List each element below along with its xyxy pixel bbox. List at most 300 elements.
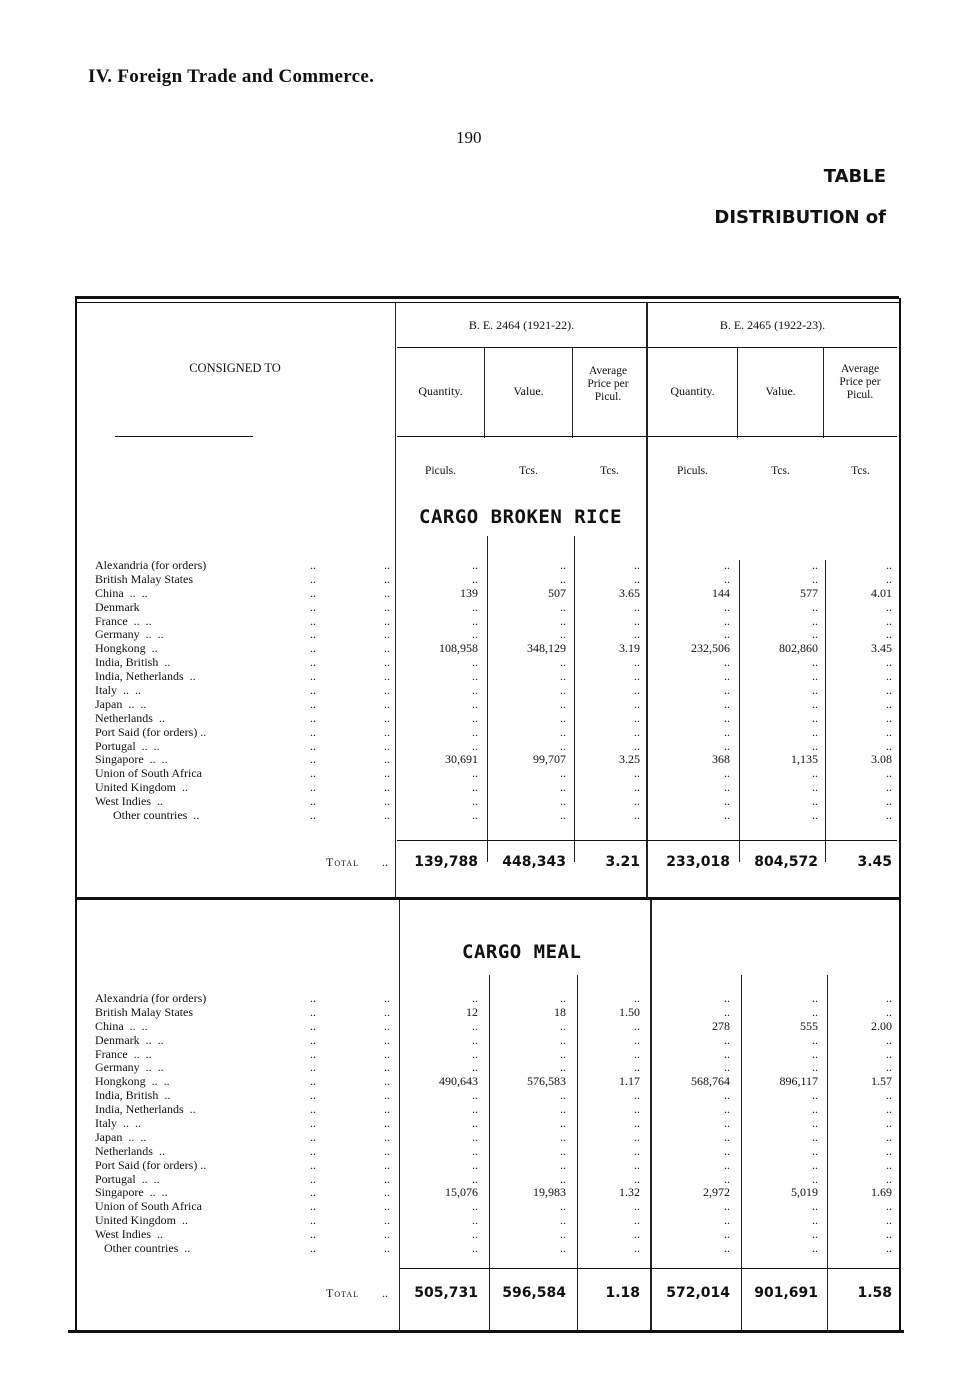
country-name: Denmark xyxy=(95,599,140,614)
leader-dots: .. xyxy=(310,1199,316,1214)
country-name: Singapore .. .. xyxy=(95,752,168,767)
avg-price-1921: .. xyxy=(634,683,640,698)
avg-price-1922: 3.45 xyxy=(871,641,892,656)
avg-price-1921: .. xyxy=(634,558,640,572)
country-name: Other countries .. xyxy=(95,1241,191,1256)
quantity-1922: .. xyxy=(724,710,730,725)
total-avg-price-2: 1.58 xyxy=(857,1285,892,1301)
table-row xyxy=(0,1173,965,1187)
leader-dots: .. xyxy=(384,766,390,781)
leader-dots: .. xyxy=(310,627,316,642)
header-underline xyxy=(397,436,897,437)
quantity-1921: 12 xyxy=(466,1004,478,1019)
leader-dots: .. xyxy=(310,1116,316,1131)
leader-dots: .. xyxy=(384,669,390,684)
leader-dots: .. xyxy=(310,1032,316,1047)
quantity-1921: .. xyxy=(472,683,478,698)
leader-dots: .. xyxy=(310,710,316,725)
table-row xyxy=(0,1117,965,1131)
avg-price-1922: 4.01 xyxy=(871,585,892,600)
table-bottom-rule xyxy=(68,1330,904,1333)
value-1921: .. xyxy=(560,1018,566,1033)
table-row xyxy=(0,573,965,587)
period2-header: B. E. 2465 (1922-23). xyxy=(719,318,826,332)
value-1921: .. xyxy=(560,766,566,781)
table-row xyxy=(0,712,965,726)
avg-price-1921: .. xyxy=(634,710,640,725)
table-row xyxy=(0,1186,965,1200)
quantity-1922: .. xyxy=(724,655,730,670)
leader-dots: .. xyxy=(384,1129,390,1144)
quantity-1922: .. xyxy=(724,1199,730,1214)
value-1921: .. xyxy=(560,710,566,725)
value-1921: .. xyxy=(560,1116,566,1131)
value-1922: .. xyxy=(812,558,818,572)
leader-dots: .. xyxy=(310,752,316,767)
avg-price-1921: .. xyxy=(634,1143,640,1158)
avg-price-1921: .. xyxy=(634,766,640,781)
avg-price-1922: .. xyxy=(886,627,892,642)
value-1922: .. xyxy=(812,655,818,670)
value-1921: .. xyxy=(560,808,566,823)
value-1921: .. xyxy=(560,1171,566,1186)
table-row xyxy=(0,670,965,684)
table-row xyxy=(0,740,965,754)
leader-dots: .. xyxy=(384,1102,390,1117)
value-1922: .. xyxy=(812,613,818,628)
table-row xyxy=(0,767,965,781)
quantity-1922: 144 xyxy=(712,585,730,600)
table-row xyxy=(0,1089,965,1103)
country-name: Germany .. .. xyxy=(95,627,164,642)
avg-price-1922: .. xyxy=(886,1004,892,1019)
avg-price-1922: 2.00 xyxy=(871,1018,892,1033)
value-1922: .. xyxy=(812,1046,818,1061)
avg-price-1922: .. xyxy=(886,710,892,725)
leader-dots: .. xyxy=(384,1032,390,1047)
value-1921: .. xyxy=(560,696,566,711)
table-row xyxy=(0,1048,965,1062)
avg-price-1922: 1.57 xyxy=(871,1074,892,1089)
leader-dots: .. xyxy=(384,1116,390,1131)
avg-price-1921: .. xyxy=(634,696,640,711)
value-1922: .. xyxy=(812,669,818,684)
table-row xyxy=(0,1061,965,1075)
meal-total-row xyxy=(0,1281,965,1305)
avg-price-1922: .. xyxy=(886,1129,892,1144)
leader-dots: .. xyxy=(382,1286,388,1300)
total-rule xyxy=(397,840,897,841)
quantity-1921: .. xyxy=(472,599,478,614)
total-quantity-1: 505,731 xyxy=(414,1285,478,1301)
quantity-1922: .. xyxy=(724,1060,730,1075)
avg-price-1921: .. xyxy=(634,1116,640,1131)
quantity-1922: .. xyxy=(724,599,730,614)
leader-dots: .. xyxy=(310,738,316,753)
quantity-1921: .. xyxy=(472,1088,478,1103)
table-top-rule-inner xyxy=(75,302,899,303)
leader-dots: .. xyxy=(384,696,390,711)
value-1921: .. xyxy=(560,627,566,642)
avg-price-1922: .. xyxy=(886,766,892,781)
quantity-1921: .. xyxy=(472,1143,478,1158)
table-row xyxy=(0,1159,965,1173)
table-row xyxy=(0,795,965,809)
avg-price-1922: .. xyxy=(886,1227,892,1242)
quantity-1922: .. xyxy=(724,1102,730,1117)
value-1922: .. xyxy=(812,1129,818,1144)
value-1922: .. xyxy=(812,1199,818,1214)
total-value-2: 804,572 xyxy=(754,854,818,870)
quantity-1922: .. xyxy=(724,780,730,795)
country-name: West Indies .. xyxy=(95,794,164,809)
leader-dots: .. xyxy=(310,991,316,1005)
avg-price-1921: .. xyxy=(634,1157,640,1172)
table-row xyxy=(0,1034,965,1048)
avg-price-1921: .. xyxy=(634,1088,640,1103)
avg-price-1922: .. xyxy=(886,794,892,809)
leader-dots: .. xyxy=(384,585,390,600)
quantity-1921: .. xyxy=(472,738,478,753)
quantity-1922: 368 xyxy=(712,752,730,767)
avg-price-1921: .. xyxy=(634,724,640,739)
value-1922: 5,019 xyxy=(791,1185,818,1200)
leader-dots: .. xyxy=(384,780,390,795)
table-row xyxy=(0,1214,965,1228)
leader-dots: .. xyxy=(384,627,390,642)
quantity-1922: .. xyxy=(724,991,730,1005)
country-name: France .. .. xyxy=(95,613,152,628)
avg-price-1921: 1.32 xyxy=(619,1185,640,1200)
country-name: British Malay States xyxy=(95,571,193,586)
unit-avg-price-2: Tcs. xyxy=(851,465,870,477)
quantity-1922: .. xyxy=(724,627,730,642)
avg-price-1921: .. xyxy=(634,1046,640,1061)
avg-price-1922: .. xyxy=(886,738,892,753)
avg-price-1921: 1.17 xyxy=(619,1074,640,1089)
avg-price-1921: .. xyxy=(634,669,640,684)
quantity-1922: .. xyxy=(724,1046,730,1061)
section-heading: IV. Foreign Trade and Commerce. xyxy=(88,66,375,87)
avg-price-1921: 3.19 xyxy=(619,641,640,656)
col-rule xyxy=(823,348,824,438)
table-row xyxy=(0,781,965,795)
quantity-1921: .. xyxy=(472,1227,478,1242)
col-quantity-2: Quantity. xyxy=(670,384,715,398)
avg-price-1921: .. xyxy=(634,1032,640,1047)
section-title-broken-rice: CARGO BROKEN RICE xyxy=(419,506,622,528)
broken-rice-total-row xyxy=(0,850,965,874)
unit-value-2: Tcs. xyxy=(771,465,790,477)
table-row xyxy=(0,601,965,615)
avg-price-1922: .. xyxy=(886,1032,892,1047)
value-1922: .. xyxy=(812,627,818,642)
country-name: Port Said (for orders) .. xyxy=(95,1157,207,1172)
table-row xyxy=(0,1131,965,1145)
leader-dots: .. xyxy=(382,855,388,869)
country-name: Japan .. .. xyxy=(95,1129,147,1144)
total-value-1: 596,584 xyxy=(502,1285,566,1301)
quantity-1921: .. xyxy=(472,1157,478,1172)
avg-price-1922: .. xyxy=(886,1102,892,1117)
leader-dots: .. xyxy=(310,655,316,670)
table-row xyxy=(0,615,965,629)
quantity-1922: .. xyxy=(724,1004,730,1019)
leader-dots: .. xyxy=(310,808,316,823)
total-avg-price-1: 1.18 xyxy=(605,1285,640,1301)
table-row xyxy=(0,809,965,823)
quantity-1922: .. xyxy=(724,1227,730,1242)
quantity-1921: .. xyxy=(472,1199,478,1214)
value-1921: 507 xyxy=(548,585,566,600)
avg-price-1922: .. xyxy=(886,808,892,823)
value-1922: .. xyxy=(812,1157,818,1172)
leader-dots: .. xyxy=(310,599,316,614)
value-1921: .. xyxy=(560,571,566,586)
leader-dots: .. xyxy=(310,766,316,781)
avg-price-1922: .. xyxy=(886,696,892,711)
value-1921: .. xyxy=(560,738,566,753)
value-1921: .. xyxy=(560,991,566,1005)
leader-dots: .. xyxy=(384,655,390,670)
avg-price-1922: .. xyxy=(886,1241,892,1256)
value-1921: .. xyxy=(560,1241,566,1256)
quantity-1922: 568,764 xyxy=(691,1074,730,1089)
leader-dots: .. xyxy=(310,613,316,628)
col-avg-price-2: Average Price per Picul. xyxy=(839,363,881,401)
country-name: France .. .. xyxy=(95,1046,152,1061)
table-row xyxy=(0,698,965,712)
avg-price-1921: .. xyxy=(634,655,640,670)
quantity-1921: .. xyxy=(472,710,478,725)
leader-dots: .. xyxy=(384,724,390,739)
country-name: Union of South Africa xyxy=(95,766,202,781)
avg-price-1921: .. xyxy=(634,1213,640,1228)
leader-dots: .. xyxy=(310,1143,316,1158)
country-name: Alexandria (for orders) xyxy=(95,558,207,572)
quantity-1921: .. xyxy=(472,1102,478,1117)
unit-quantity-1: Piculs. xyxy=(425,465,456,477)
value-1922: .. xyxy=(812,766,818,781)
leader-dots: .. xyxy=(384,1060,390,1075)
value-1922: 577 xyxy=(800,585,818,600)
quantity-1921: .. xyxy=(472,724,478,739)
leader-dots: .. xyxy=(384,808,390,823)
value-1921: .. xyxy=(560,1046,566,1061)
country-name: Portugal .. .. xyxy=(95,738,160,753)
value-1922: .. xyxy=(812,1004,818,1019)
value-1921: .. xyxy=(560,1032,566,1047)
quantity-1921: .. xyxy=(472,558,478,572)
leader-dots: .. xyxy=(310,683,316,698)
leader-dots: .. xyxy=(384,683,390,698)
value-1922: .. xyxy=(812,1143,818,1158)
leader-dots: .. xyxy=(310,1102,316,1117)
quantity-1921: .. xyxy=(472,1213,478,1228)
leader-dots: .. xyxy=(384,1185,390,1200)
total-quantity-1: 139,788 xyxy=(414,854,478,870)
avg-price-1921: .. xyxy=(634,571,640,586)
quantity-1921: .. xyxy=(472,766,478,781)
leader-dots: .. xyxy=(384,571,390,586)
table-row xyxy=(0,1103,965,1117)
value-1922: 896,117 xyxy=(779,1074,818,1089)
leader-dots: .. xyxy=(384,558,390,572)
subheader-rule xyxy=(397,347,897,348)
header-underline xyxy=(115,436,253,437)
country-name: Singapore .. .. xyxy=(95,1185,168,1200)
leader-dots: .. xyxy=(384,641,390,656)
avg-price-1921: .. xyxy=(634,738,640,753)
value-1922: .. xyxy=(812,710,818,725)
value-1922: .. xyxy=(812,696,818,711)
avg-price-1922: .. xyxy=(886,669,892,684)
avg-price-1921: .. xyxy=(634,1018,640,1033)
country-name: Netherlands .. xyxy=(95,1143,165,1158)
leader-dots: .. xyxy=(384,1143,390,1158)
table-row xyxy=(0,656,965,670)
quantity-1922: 232,506 xyxy=(691,641,730,656)
table-row xyxy=(0,1228,965,1242)
value-1921: .. xyxy=(560,1088,566,1103)
quantity-1921: .. xyxy=(472,1046,478,1061)
country-name: Italy .. .. xyxy=(95,1116,141,1131)
leader-dots: .. xyxy=(384,991,390,1005)
avg-price-1921: .. xyxy=(634,599,640,614)
leader-dots: .. xyxy=(310,1129,316,1144)
table-row xyxy=(0,753,965,767)
col-quantity-1: Quantity. xyxy=(418,384,463,398)
quantity-1921: .. xyxy=(472,1116,478,1131)
value-1922: .. xyxy=(812,683,818,698)
country-name: Denmark .. .. xyxy=(95,1032,164,1047)
total-avg-price-1: 3.21 xyxy=(605,854,640,870)
leader-dots: .. xyxy=(310,1004,316,1019)
quantity-1921: .. xyxy=(472,696,478,711)
leader-dots: .. xyxy=(384,710,390,725)
value-1921: 99,707 xyxy=(533,752,566,767)
avg-price-1922: .. xyxy=(886,1143,892,1158)
avg-price-1922: 3.08 xyxy=(871,752,892,767)
quantity-1921: 139 xyxy=(460,585,478,600)
section-title-meal: CARGO MEAL xyxy=(462,941,582,963)
quantity-1922: .. xyxy=(724,1143,730,1158)
quantity-1922: .. xyxy=(724,1032,730,1047)
leader-dots: .. xyxy=(310,1088,316,1103)
leader-dots: .. xyxy=(310,1227,316,1242)
col-value-1: Value. xyxy=(513,384,544,398)
quantity-1922: .. xyxy=(724,766,730,781)
table-row xyxy=(0,1075,965,1089)
leader-dots: .. xyxy=(384,1157,390,1172)
value-1922: .. xyxy=(812,1213,818,1228)
leader-dots: .. xyxy=(384,599,390,614)
value-1922: .. xyxy=(812,1116,818,1131)
quantity-1922: .. xyxy=(724,571,730,586)
table-row xyxy=(0,684,965,698)
meal-rows xyxy=(0,992,965,1256)
table-top-rule xyxy=(75,296,899,299)
table-row xyxy=(0,1145,965,1159)
country-name: India, British .. xyxy=(95,1088,171,1103)
country-name: Union of South Africa xyxy=(95,1199,202,1214)
leader-dots: .. xyxy=(384,794,390,809)
leader-dots: .. xyxy=(310,585,316,600)
total-rule xyxy=(399,1268,899,1269)
total-value-2: 901,691 xyxy=(754,1285,818,1301)
avg-price-1922: .. xyxy=(886,1157,892,1172)
avg-price-1921: .. xyxy=(634,1060,640,1075)
leader-dots: .. xyxy=(384,1171,390,1186)
quantity-1921: .. xyxy=(472,808,478,823)
country-name: Hongkong .. .. xyxy=(95,1074,170,1089)
quantity-1921: 15,076 xyxy=(445,1185,478,1200)
period1-header: B. E. 2464 (1921-22). xyxy=(468,318,575,332)
quantity-1921: .. xyxy=(472,613,478,628)
table-row xyxy=(0,1020,965,1034)
value-1922: .. xyxy=(812,991,818,1005)
value-1922: .. xyxy=(812,1060,818,1075)
value-1921: .. xyxy=(560,669,566,684)
quantity-1922: .. xyxy=(724,1171,730,1186)
value-1921: 576,583 xyxy=(527,1074,566,1089)
leader-dots: .. xyxy=(384,1088,390,1103)
col-value-2: Value. xyxy=(765,384,796,398)
quantity-1921: .. xyxy=(472,1171,478,1186)
total-value-1: 448,343 xyxy=(502,854,566,870)
avg-price-1921: .. xyxy=(634,1241,640,1256)
country-name: Germany .. .. xyxy=(95,1060,164,1075)
leader-dots: .. xyxy=(384,1227,390,1242)
avg-price-1921: 1.50 xyxy=(619,1004,640,1019)
section-divider-rule xyxy=(75,897,899,900)
quantity-1921: .. xyxy=(472,1060,478,1075)
quantity-1922: .. xyxy=(724,696,730,711)
avg-price-1922: .. xyxy=(886,599,892,614)
col-rule xyxy=(572,348,573,438)
value-1922: .. xyxy=(812,1241,818,1256)
value-1922: .. xyxy=(812,1032,818,1047)
leader-dots: .. xyxy=(384,1004,390,1019)
table-row xyxy=(0,1006,965,1020)
leader-dots: .. xyxy=(384,752,390,767)
table-row xyxy=(0,992,965,1006)
value-1921: .. xyxy=(560,1102,566,1117)
col-avg-price-1: Average Price per Picul. xyxy=(587,365,629,403)
value-1921: .. xyxy=(560,613,566,628)
value-1921: .. xyxy=(560,558,566,572)
country-name: Alexandria (for orders) xyxy=(95,991,207,1005)
quantity-1922: .. xyxy=(724,683,730,698)
quantity-1921: .. xyxy=(472,655,478,670)
unit-value-1: Tcs. xyxy=(519,465,538,477)
consigned-to-header: CONSIGNED TO xyxy=(189,361,281,375)
leader-dots: .. xyxy=(310,1060,316,1075)
value-1921: 18 xyxy=(554,1004,566,1019)
leader-dots: .. xyxy=(384,1213,390,1228)
quantity-1921: .. xyxy=(472,627,478,642)
leader-dots: .. xyxy=(310,1241,316,1256)
country-name: India, Netherlands .. xyxy=(95,1102,196,1117)
avg-price-1922: .. xyxy=(886,655,892,670)
value-1921: 19,983 xyxy=(533,1185,566,1200)
avg-price-1922: .. xyxy=(886,1171,892,1186)
leader-dots: .. xyxy=(310,669,316,684)
avg-price-1921: .. xyxy=(634,1171,640,1186)
leader-dots: .. xyxy=(310,571,316,586)
total-quantity-2: 572,014 xyxy=(666,1285,730,1301)
quantity-1922: .. xyxy=(724,794,730,809)
